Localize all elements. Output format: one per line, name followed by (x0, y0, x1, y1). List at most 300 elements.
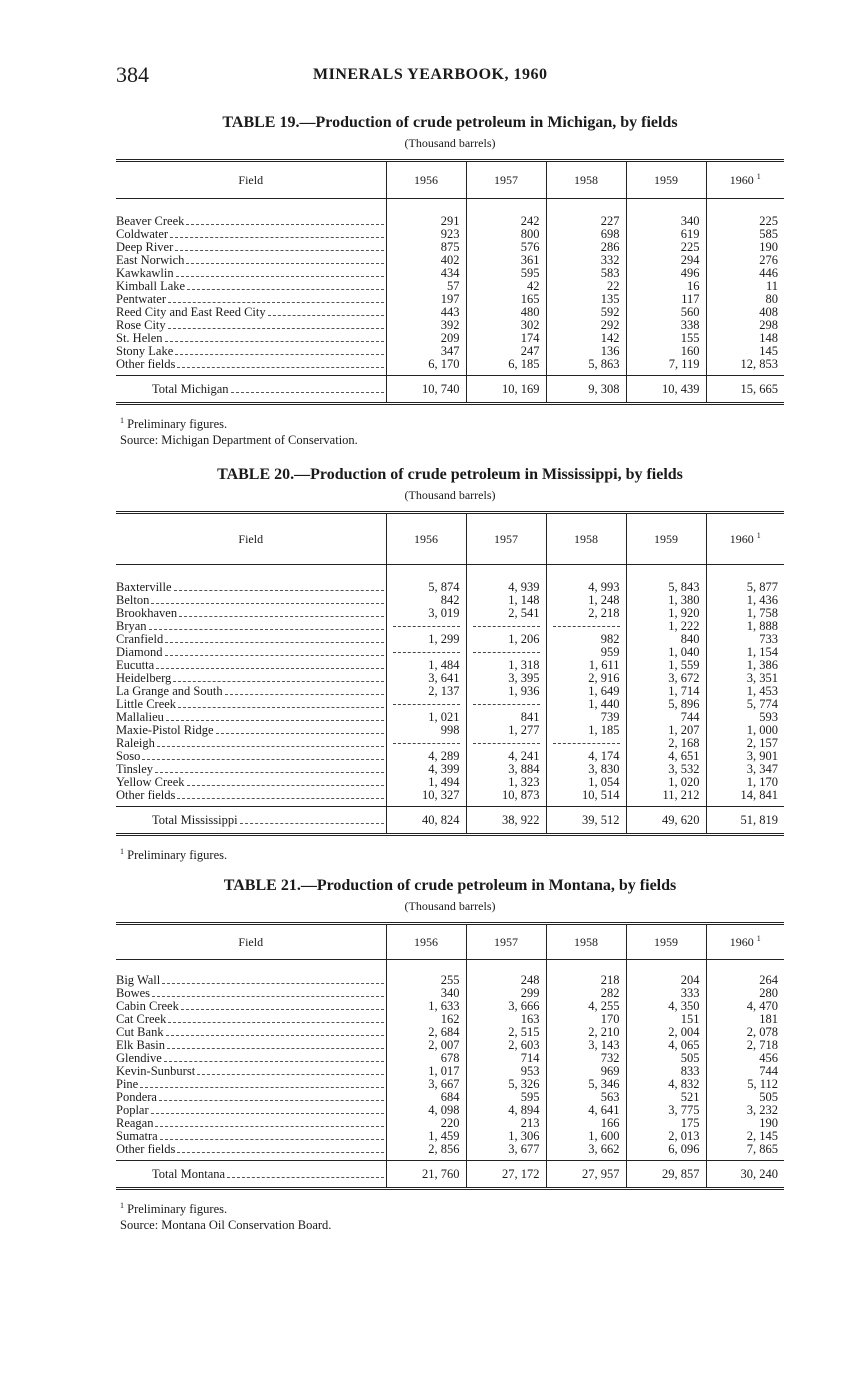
field-name: Maxie-Pistol Ridge (116, 724, 214, 737)
value-cell (386, 698, 466, 711)
column-header-label: 1960 (729, 935, 754, 949)
value-cell: 225 (706, 215, 784, 228)
value-cell: 3, 666 (466, 1000, 546, 1013)
field-name: Pondera (116, 1091, 157, 1104)
column-header-label: 1958 (574, 934, 598, 949)
value-cell: 480 (466, 306, 546, 319)
column-header (546, 924, 626, 960)
value-cell: 392 (386, 319, 466, 332)
column-header (386, 161, 466, 199)
footnote-text: Preliminary figures. (127, 848, 228, 863)
field-name: Stony Lake (116, 345, 174, 358)
table-row (116, 228, 784, 241)
value-cell: 204 (626, 974, 706, 987)
table-row (116, 345, 784, 358)
value-cell: 1, 436 (706, 594, 784, 607)
field-cell (116, 711, 386, 724)
footnote-mark: 1 (756, 531, 761, 540)
field-cell (116, 1013, 386, 1026)
footnote (120, 844, 784, 863)
value-cell: 3, 830 (546, 763, 626, 776)
value-cell: 732 (546, 1052, 626, 1065)
column-header (546, 513, 626, 565)
value-cell: 2, 168 (626, 737, 706, 750)
value-cell: 714 (466, 1052, 546, 1065)
value-cell: 282 (546, 987, 626, 1000)
value-cell: 12, 853 (706, 358, 784, 371)
field-name: Bowes (116, 987, 151, 1000)
total-label-cell (116, 376, 386, 404)
table-subtitle: (Thousand barrels) (404, 488, 496, 502)
column-header (466, 924, 546, 960)
value-cell: 209 (386, 332, 466, 345)
page-header (116, 62, 784, 92)
value-cell: 4, 894 (466, 1104, 546, 1117)
table-row (116, 319, 784, 332)
table-row (116, 293, 784, 306)
header-row (116, 161, 784, 199)
value-cell: 11, 212 (626, 789, 706, 802)
value-cell: 959 (546, 646, 626, 659)
table-montana (116, 877, 784, 1233)
value-cell: 1, 017 (386, 1065, 466, 1078)
value-cell: 3, 667 (386, 1078, 466, 1091)
value-cell: 298 (706, 319, 784, 332)
value-cell: 10, 327 (386, 789, 466, 802)
field-name: East Norwich (116, 254, 185, 267)
table-row (116, 685, 784, 698)
field-cell (116, 1065, 386, 1078)
column-header (466, 161, 546, 199)
value-cell: 16 (626, 280, 706, 293)
value-cell: 5, 843 (626, 581, 706, 594)
total-value: 30, 240 (706, 1161, 784, 1189)
value-cell: 174 (466, 332, 546, 345)
total-value: 9, 308 (546, 376, 626, 404)
column-header-label: Field (238, 531, 264, 546)
field-name: Cranfield (116, 633, 164, 646)
field-cell (116, 594, 386, 607)
value-cell: 840 (626, 633, 706, 646)
value-cell: 3, 662 (546, 1143, 626, 1156)
value-cell: 347 (386, 345, 466, 358)
total-value: 27, 957 (546, 1161, 626, 1189)
value-cell: 7, 119 (626, 358, 706, 371)
table-footnotes (116, 1198, 784, 1233)
field-name: Soso (116, 750, 141, 763)
field-name: Kevin-Sunburst (116, 1065, 196, 1078)
field-cell (116, 789, 386, 802)
total-label: Total Michigan (152, 382, 229, 396)
table-row (116, 776, 784, 789)
value-cell: 361 (466, 254, 546, 267)
value-cell: 142 (546, 332, 626, 345)
table-row (116, 607, 784, 620)
value-cell: 1, 459 (386, 1130, 466, 1143)
value-cell: 3, 884 (466, 763, 546, 776)
value-cell: 2, 856 (386, 1143, 466, 1156)
total-row (116, 807, 784, 835)
field-cell (116, 620, 386, 633)
value-cell: 338 (626, 319, 706, 332)
value-cell: 218 (546, 974, 626, 987)
table-row (116, 1026, 784, 1039)
column-header-label: 1958 (574, 531, 598, 546)
value-cell (466, 698, 546, 711)
field-cell (116, 672, 386, 685)
value-cell: 1, 170 (706, 776, 784, 789)
value-cell: 1, 386 (706, 659, 784, 672)
field-cell (116, 1026, 386, 1039)
field-name: Heidelberg (116, 672, 172, 685)
value-cell: 276 (706, 254, 784, 267)
column-header-label: 1956 (414, 934, 438, 949)
table-row (116, 987, 784, 1000)
value-cell: 117 (626, 293, 706, 306)
field-name: Other fields (116, 1143, 176, 1156)
value-cell: 1, 206 (466, 633, 546, 646)
value-cell: 1, 323 (466, 776, 546, 789)
column-header-label: 1960 (729, 173, 754, 187)
value-cell: 1, 154 (706, 646, 784, 659)
value-cell: 592 (546, 306, 626, 319)
field-cell (116, 1117, 386, 1130)
value-cell: 744 (626, 711, 706, 724)
value-cell: 3, 677 (466, 1143, 546, 1156)
table-row (116, 280, 784, 293)
table-row (116, 1052, 784, 1065)
value-cell: 408 (706, 306, 784, 319)
value-cell: 841 (466, 711, 546, 724)
footnote-mark: 1 (120, 416, 124, 425)
value-cell: 2, 916 (546, 672, 626, 685)
field-cell (116, 685, 386, 698)
value-cell: 213 (466, 1117, 546, 1130)
footnote (120, 1198, 784, 1217)
field-cell (116, 974, 386, 987)
value-cell: 5, 877 (706, 581, 784, 594)
field-cell (116, 1104, 386, 1117)
value-cell: 698 (546, 228, 626, 241)
value-cell: 242 (466, 215, 546, 228)
value-cell: 302 (466, 319, 546, 332)
value-cell: 982 (546, 633, 626, 646)
field-name: Big Wall (116, 974, 161, 987)
table-row (116, 1143, 784, 1156)
table-title: TABLE 21.—Production of crude petroleum in Montana, by fields (223, 877, 677, 894)
column-header (466, 513, 546, 565)
field-name: Other fields (116, 358, 176, 371)
column-header-label: 1960 (729, 532, 754, 546)
value-cell: 3, 019 (386, 607, 466, 620)
value-cell: 739 (546, 711, 626, 724)
value-cell: 1, 020 (626, 776, 706, 789)
value-cell: 292 (546, 319, 626, 332)
footnote-text: Preliminary figures. (127, 1202, 228, 1217)
field-name: Rose City (116, 319, 166, 332)
value-cell: 2, 541 (466, 607, 546, 620)
field-name: Kawkawlin (116, 267, 174, 280)
total-value: 40, 824 (386, 807, 466, 835)
value-cell: 1, 714 (626, 685, 706, 698)
value-cell: 6, 170 (386, 358, 466, 371)
value-cell: 505 (626, 1052, 706, 1065)
table-row (116, 581, 784, 594)
field-name: Bryan (116, 620, 147, 633)
value-cell: 969 (546, 1065, 626, 1078)
table-row (116, 254, 784, 267)
value-cell (466, 620, 546, 633)
field-name: Elk Basin (116, 1039, 165, 1052)
value-cell: 165 (466, 293, 546, 306)
value-cell: 1, 207 (626, 724, 706, 737)
field-name: Deep River (116, 241, 174, 254)
value-cell: 1, 453 (706, 685, 784, 698)
field-cell (116, 293, 386, 306)
value-cell: 170 (546, 1013, 626, 1026)
value-cell: 6, 096 (626, 1143, 706, 1156)
value-cell (466, 737, 546, 750)
field-name: Yellow Creek (116, 776, 185, 789)
value-cell: 4, 832 (626, 1078, 706, 1091)
value-cell: 286 (546, 241, 626, 254)
value-cell: 80 (706, 293, 784, 306)
column-header-label: 1956 (414, 172, 438, 187)
value-cell: 2, 210 (546, 1026, 626, 1039)
table-row (116, 763, 784, 776)
value-cell: 619 (626, 228, 706, 241)
value-cell: 1, 306 (466, 1130, 546, 1143)
value-cell: 7, 865 (706, 1143, 784, 1156)
value-cell: 160 (626, 345, 706, 358)
total-value: 10, 740 (386, 376, 466, 404)
value-cell: 923 (386, 228, 466, 241)
table-row (116, 332, 784, 345)
value-cell: 2, 013 (626, 1130, 706, 1143)
value-cell: 10, 514 (546, 789, 626, 802)
value-cell: 10, 873 (466, 789, 546, 802)
field-name: Reagan (116, 1117, 154, 1130)
field-cell (116, 280, 386, 293)
value-cell: 1, 758 (706, 607, 784, 620)
total-value: 29, 857 (626, 1161, 706, 1189)
value-cell (546, 737, 626, 750)
field-cell (116, 345, 386, 358)
value-cell: 255 (386, 974, 466, 987)
column-header (706, 513, 784, 565)
field-cell (116, 763, 386, 776)
value-cell: 4, 470 (706, 1000, 784, 1013)
source-note: Source: Montana Oil Conservation Board. (120, 1218, 332, 1233)
total-label: Total Mississippi (152, 813, 238, 827)
total-label: Total Montana (152, 1167, 226, 1181)
value-cell: 5, 112 (706, 1078, 784, 1091)
value-cell: 5, 774 (706, 698, 784, 711)
value-cell: 1, 299 (386, 633, 466, 646)
value-cell: 155 (626, 332, 706, 345)
column-header (626, 161, 706, 199)
column-header-label: 1957 (494, 172, 518, 187)
field-name: Raleigh (116, 737, 155, 750)
field-cell (116, 776, 386, 789)
value-cell: 2, 218 (546, 607, 626, 620)
column-header (386, 924, 466, 960)
field-name: Glendive (116, 1052, 162, 1065)
value-cell: 2, 078 (706, 1026, 784, 1039)
value-cell: 42 (466, 280, 546, 293)
value-cell: 496 (626, 267, 706, 280)
value-cell: 5, 346 (546, 1078, 626, 1091)
value-cell: 2, 157 (706, 737, 784, 750)
value-cell: 2, 137 (386, 685, 466, 698)
value-cell: 1, 600 (546, 1130, 626, 1143)
field-cell (116, 241, 386, 254)
value-cell (386, 620, 466, 633)
table-row (116, 306, 784, 319)
value-cell: 162 (386, 1013, 466, 1026)
value-cell (466, 646, 546, 659)
column-header (706, 161, 784, 199)
value-cell: 833 (626, 1065, 706, 1078)
value-cell: 247 (466, 345, 546, 358)
table-row (116, 789, 784, 802)
value-cell: 998 (386, 724, 466, 737)
value-cell: 800 (466, 228, 546, 241)
field-cell (116, 306, 386, 319)
field-name: Cabin Creek (116, 1000, 179, 1013)
field-cell (116, 750, 386, 763)
value-cell: 340 (386, 987, 466, 1000)
field-name: Poplar (116, 1104, 149, 1117)
field-name: Reed City and East Reed City (116, 306, 266, 319)
value-cell: 1, 000 (706, 724, 784, 737)
value-cell: 3, 532 (626, 763, 706, 776)
value-cell: 220 (386, 1117, 466, 1130)
value-cell: 4, 993 (546, 581, 626, 594)
value-cell (386, 737, 466, 750)
total-value: 38, 922 (466, 807, 546, 835)
field-cell (116, 228, 386, 241)
table-row (116, 1000, 784, 1013)
column-header-label: 1959 (654, 172, 678, 187)
field-cell (116, 1039, 386, 1052)
field-name: Eucutta (116, 659, 155, 672)
value-cell: 5, 863 (546, 358, 626, 371)
value-cell: 57 (386, 280, 466, 293)
field-name: La Grange and South (116, 685, 223, 698)
value-cell: 145 (706, 345, 784, 358)
data-table (116, 511, 784, 836)
value-cell: 4, 255 (546, 1000, 626, 1013)
footnote-mark: 1 (120, 1201, 124, 1210)
value-cell: 1, 222 (626, 620, 706, 633)
value-cell: 2, 004 (626, 1026, 706, 1039)
field-name: Cat Creek (116, 1013, 167, 1026)
table-row (116, 241, 784, 254)
field-cell (116, 1130, 386, 1143)
total-value: 15, 665 (706, 376, 784, 404)
field-name: Coldwater (116, 228, 169, 241)
value-cell: 678 (386, 1052, 466, 1065)
value-cell: 4, 350 (626, 1000, 706, 1013)
value-cell: 264 (706, 974, 784, 987)
column-header-label: 1956 (414, 531, 438, 546)
value-cell (546, 620, 626, 633)
value-cell: 3, 775 (626, 1104, 706, 1117)
field-cell (116, 1091, 386, 1104)
value-cell: 505 (706, 1091, 784, 1104)
value-cell: 446 (706, 267, 784, 280)
table-footnotes (116, 844, 784, 863)
value-cell: 4, 641 (546, 1104, 626, 1117)
value-cell: 2, 718 (706, 1039, 784, 1052)
value-cell: 4, 241 (466, 750, 546, 763)
value-cell: 1, 148 (466, 594, 546, 607)
value-cell: 1, 936 (466, 685, 546, 698)
column-header (116, 513, 386, 565)
total-value: 27, 172 (466, 1161, 546, 1189)
value-cell: 136 (546, 345, 626, 358)
value-cell: 166 (546, 1117, 626, 1130)
header-row (116, 924, 784, 960)
value-cell: 595 (466, 267, 546, 280)
total-row (116, 376, 784, 404)
field-cell (116, 254, 386, 267)
field-name: Kimball Lake (116, 280, 186, 293)
column-header-label: Field (238, 934, 264, 949)
value-cell: 1, 920 (626, 607, 706, 620)
table-subtitle: (Thousand barrels) (404, 136, 496, 150)
value-cell: 585 (706, 228, 784, 241)
table-row (116, 1078, 784, 1091)
field-cell (116, 1000, 386, 1013)
value-cell: 1, 248 (546, 594, 626, 607)
value-cell: 684 (386, 1091, 466, 1104)
value-cell: 4, 098 (386, 1104, 466, 1117)
source-note: Source: Michigan Department of Conservation. (120, 433, 358, 448)
value-cell: 22 (546, 280, 626, 293)
table-row (116, 1117, 784, 1130)
total-value: 51, 819 (706, 807, 784, 835)
value-cell: 583 (546, 267, 626, 280)
value-cell: 560 (626, 306, 706, 319)
value-cell: 521 (626, 1091, 706, 1104)
page-number: 384 (116, 62, 149, 87)
value-cell: 2, 007 (386, 1039, 466, 1052)
value-cell: 163 (466, 1013, 546, 1026)
table-row (116, 750, 784, 763)
value-cell: 225 (626, 241, 706, 254)
data-table (116, 922, 784, 1190)
column-header (706, 924, 784, 960)
table-row (116, 594, 784, 607)
table-row (116, 1091, 784, 1104)
total-value: 49, 620 (626, 807, 706, 835)
value-cell: 5, 326 (466, 1078, 546, 1091)
header-row (116, 513, 784, 565)
value-cell: 5, 874 (386, 581, 466, 594)
field-name: Beaver Creek (116, 215, 185, 228)
value-cell: 1, 611 (546, 659, 626, 672)
field-cell (116, 724, 386, 737)
data-table (116, 159, 784, 405)
table-row (116, 659, 784, 672)
value-cell: 4, 174 (546, 750, 626, 763)
field-cell (116, 987, 386, 1000)
field-cell (116, 215, 386, 228)
footnote-mark: 1 (756, 934, 761, 943)
value-cell: 1, 054 (546, 776, 626, 789)
